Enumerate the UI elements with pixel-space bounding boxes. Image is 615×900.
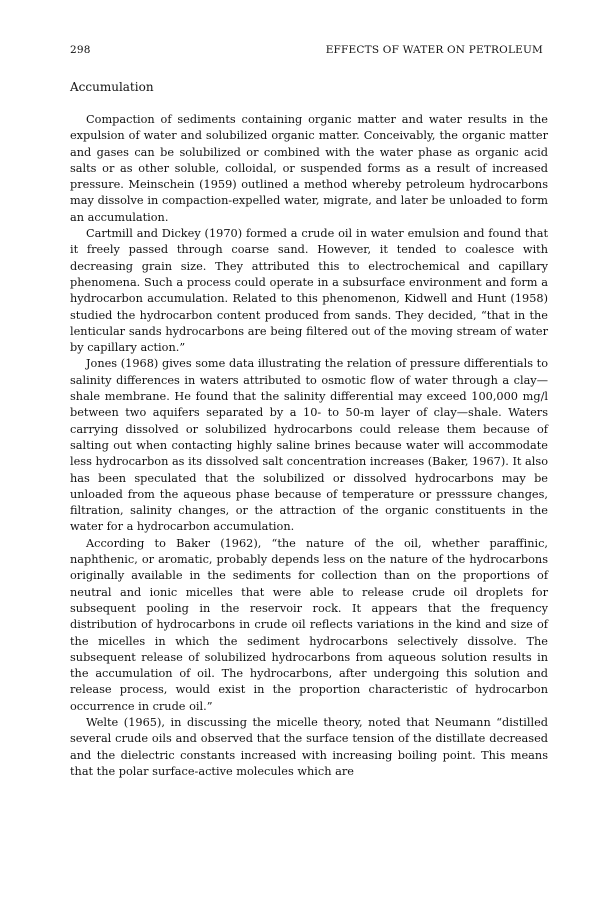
page-number: 298 [70, 44, 91, 56]
paragraph: According to Baker (1962), “the nature of the oil, whether paraffinic, naphthenic, or aromatic, probably depends less on the nature of the hydrocarbons originally available in the sediments for collection than on the proportions of neutral and ionic micelles that were able to release crude oil droplets for subsequent pooling in the reservoir rock. It appears that the frequency distribution of hydrocarbons in crude oil reflects variations in the kind and size of the micelles in which the sediment hydrocarbons selectively dissolve. The subsequent release of solubilized hydrocarbons from aqueous solution results in the accumulation of oil. The hydrocarbons, after undergoing this solution and release process, would exist in the proportion characteristic of hydrocarbon occurrence in crude oil.” [70, 536, 548, 713]
paragraph: Compaction of sediments containing organic matter and water results in the expulsion of water and solubilized organic matter. Conceivably, the organic matter and gases can be solubilized or combined with the water phase as organic acid salts or as other soluble, colloidal, or suspended forms as a result of increased pressure. Meinschein (1959) outlined a method whereby petroleum hydrocarbons may dissolve in compaction-expelled water, migrate, and later be unloaded to form an accumulation. [70, 113, 548, 224]
paragraph: Welte (1965), in discussing the micelle theory, noted that Neumann “distilled several crude oils and observed that the surface tension of the distillate decreased and the dielectric constants increased with increasing boiling point. This means that the polar surface-active molecules which are [70, 715, 548, 778]
page-header [70, 44, 543, 60]
section-heading: Accumulation [70, 80, 154, 94]
body-text [70, 112, 548, 780]
paragraph: Cartmill and Dickey (1970) formed a crude oil in water emulsion and found that it freely passed through coarse sand. However, it tended to coalesce with decreasing grain size. They attributed this to electrochemical and capillary phenomena. Such a process could operate in a subsurface environment and form a hydrocarbon accumulation. Related to this phenomenon, Kidwell and Hunt (1958) studied the hydrocarbon content produced from sands. They decided, “that in the lenticular sands hydrocarbons are being filtered out of the moving stream of water by capillary action.” [70, 227, 548, 355]
running-head: EFFECTS OF WATER ON PETROLEUM [325, 44, 543, 56]
paragraph: Jones (1968) gives some data illustrating the relation of pressure differentials to salinity differences in waters attributed to osmotic flow of water through a clay—shale membrane. He found that the salinity differential may exceed 100,000 mg/l between two aquifers separated by a 10- to 50-m layer of clay—shale. Waters carrying dissolved or solubilized hydrocarbons could release them because of salting out when contacting highly saline brines because water will accommodate less hydrocarbon as its dissolved salt concentration increases (Baker, 1967). It also has been speculated that the solubilized or dissolved hydrocarbons may be unloaded from the aqueous phase because of temperature or presssure changes, filtration, salinity changes, or the attraction of the organic constituents in the water for a hydrocarbon accumulation. [70, 357, 548, 534]
